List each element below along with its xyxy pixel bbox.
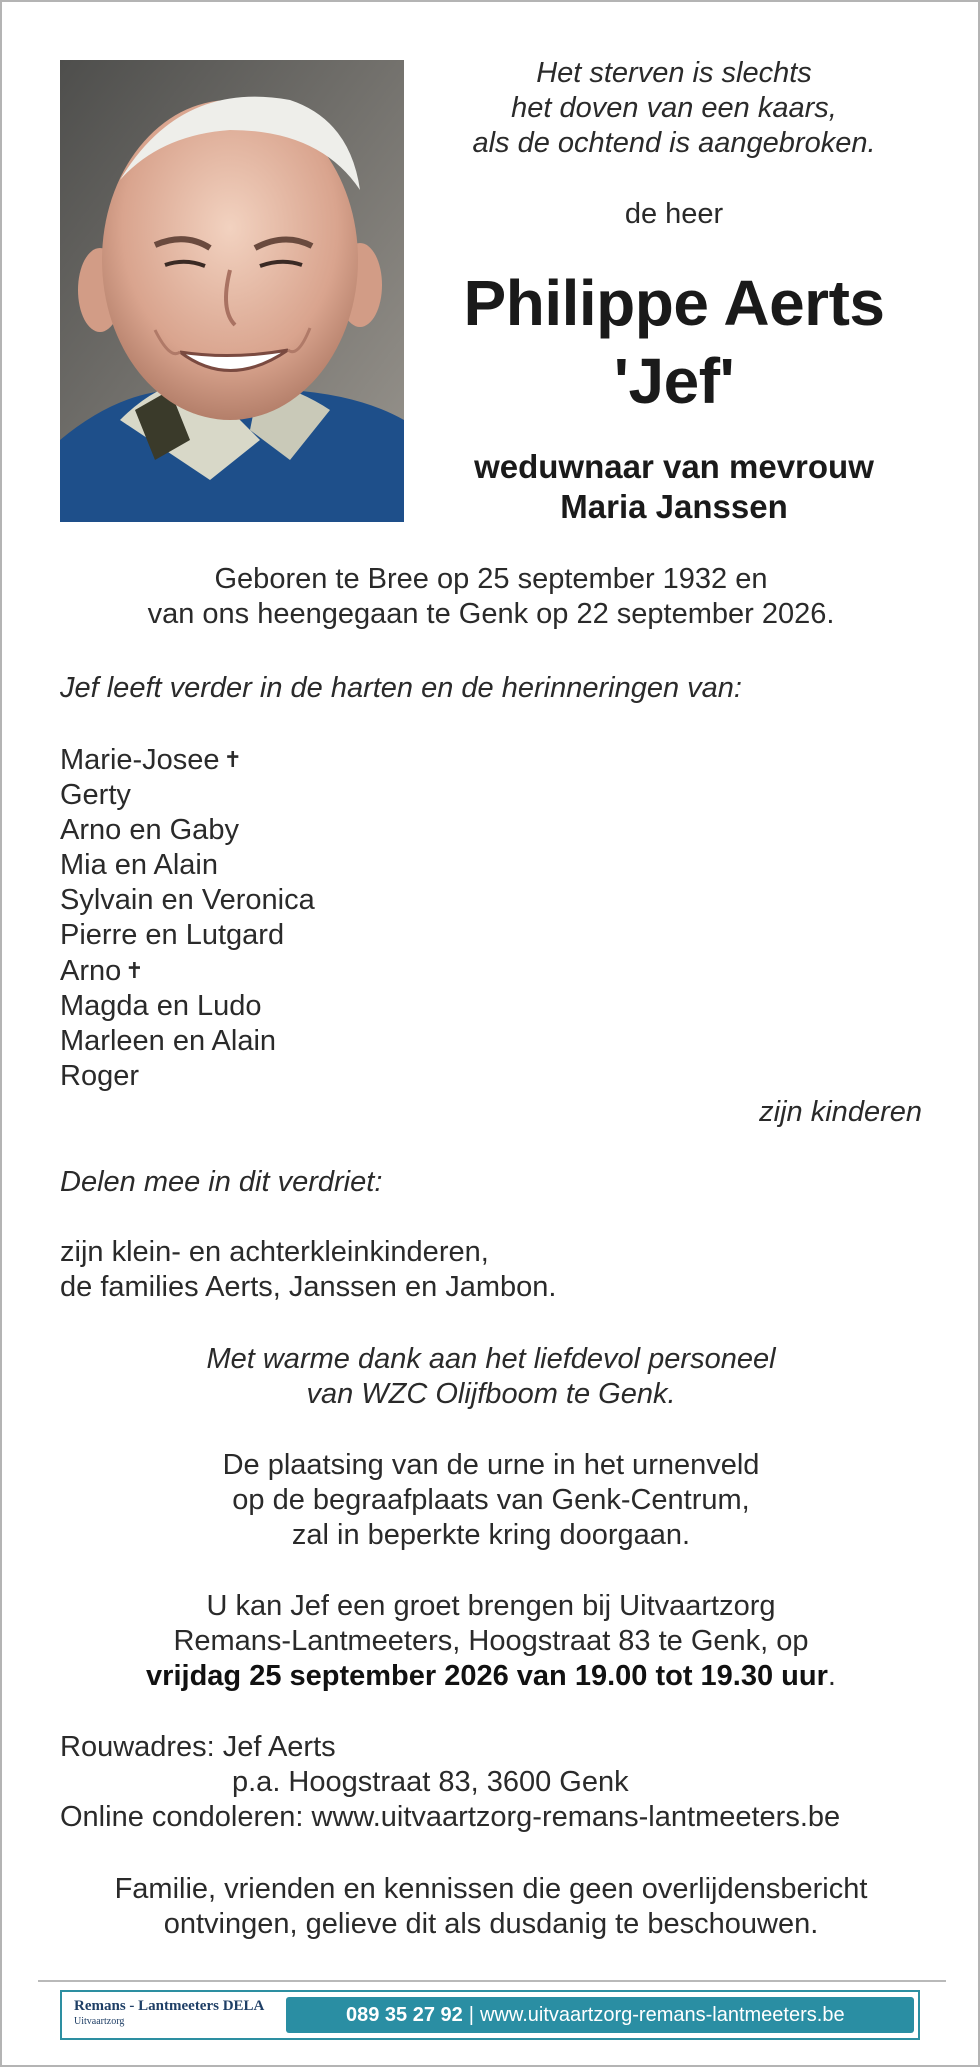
child-name: Roger — [60, 1060, 139, 1092]
share-intro: Delen mee in dit verdriet: — [60, 1166, 383, 1198]
funeral-home-logo — [74, 1998, 314, 2036]
portrait-photo — [60, 60, 404, 522]
list-item — [60, 778, 922, 813]
birth-death-info — [60, 562, 922, 632]
cross-icon: ✝ — [223, 747, 242, 772]
funeral-home-footer — [60, 1990, 920, 2040]
thanks-line: Met warme dank aan het liefdevol personeel — [206, 1343, 776, 1375]
website-link[interactable]: www.uitvaartzorg-remans-lantmeeters.be — [479, 2004, 845, 2026]
online-condolence[interactable]: Online condoleren: www.uitvaartzorg-remans-lantmeeters.be — [60, 1801, 841, 1833]
closing-note — [60, 1872, 922, 1942]
child-name: Gerty — [60, 779, 131, 811]
child-name: Arno en Gaby — [60, 814, 239, 846]
spouse-line: weduwnaar van mevrouw — [474, 448, 874, 485]
poem-line: als de ochtend is aangebroken. — [472, 127, 876, 159]
child-name: Pierre en Lutgard — [60, 919, 285, 951]
visit-line: Remans-Lantmeeters, Hoogstraat 83 te Genk, op — [173, 1625, 809, 1657]
spouse-name: Maria Janssen — [560, 488, 788, 525]
family-line: zijn klein- en achterkleinkinderen, — [60, 1236, 489, 1268]
urn-line: zal in beperkte kring doorgaan. — [291, 1519, 691, 1551]
thanks-note — [60, 1342, 922, 1412]
urn-line: op de begraafplaats van Genk-Centrum, — [232, 1484, 750, 1516]
children-label: zijn kinderen — [759, 1096, 922, 1128]
thanks-line: van WZC Olijfboom te Genk. — [306, 1378, 676, 1410]
deceased-full-name: Philippe Aerts — [463, 267, 885, 339]
list-item — [60, 953, 922, 989]
contact-separator: | — [468, 2004, 474, 2026]
list-item — [60, 918, 922, 953]
title-prefix: de heer — [624, 198, 724, 230]
poem — [432, 56, 916, 161]
urn-notice — [60, 1448, 922, 1553]
list-item — [60, 989, 922, 1024]
list-item — [60, 848, 922, 883]
deceased-name — [432, 264, 916, 420]
logo-main-text: Remans - Lantmeeters DELA — [74, 1998, 265, 2014]
logo-sub-text: Uitvaartzorg — [74, 2016, 125, 2027]
child-name: Marleen en Alain — [60, 1025, 277, 1057]
poem-line: het doven van een kaars, — [511, 92, 837, 124]
family-lines — [60, 1235, 922, 1305]
visit-line: U kan Jef een groet brengen bij Uitvaartzorg — [206, 1590, 776, 1622]
urn-line: De plaatsing van de urne in het urnenveld — [222, 1449, 760, 1481]
child-name: Magda en Ludo — [60, 990, 262, 1022]
death-line: van ons heengegaan te Genk op 22 september 2026. — [147, 598, 835, 630]
birth-line: Geboren te Bree op 25 september 1932 en — [214, 563, 768, 595]
mourning-address-label: Rouwadres: Jef Aerts — [60, 1731, 336, 1763]
contact-bar — [286, 1997, 914, 2033]
list-item — [60, 1024, 922, 1059]
visitation-info — [60, 1589, 922, 1694]
list-item — [60, 1059, 922, 1094]
list-item — [60, 883, 922, 918]
child-name: Mia en Alain — [60, 849, 218, 881]
poem-line: Het sterven is slechts — [536, 57, 812, 89]
child-name: Marie-Josee — [60, 744, 220, 776]
visit-datetime: vrijdag 25 september 2026 van 19.00 tot 19.30 uur — [146, 1660, 828, 1692]
closing-line: Familie, vrienden en kennissen die geen overlijdensbericht — [114, 1873, 868, 1905]
child-name: Sylvain en Veronica — [60, 884, 315, 916]
deceased-nickname: 'Jef' — [613, 345, 735, 417]
memory-intro: Jef leeft verder in de harten en de herinneringen van: — [60, 672, 742, 704]
child-name: Arno — [60, 955, 122, 987]
cross-icon: ✝ — [125, 958, 144, 983]
closing-line: ontvingen, gelieve dit als dusdanig te beschouwen. — [163, 1908, 819, 1940]
children-list — [60, 742, 922, 1094]
address-block — [60, 1730, 922, 1835]
visit-line: vrijdag 25 september 2026 van 19.00 tot 19.30 uur. — [146, 1660, 836, 1692]
spouse-info — [432, 447, 916, 527]
portrait-illustration — [60, 60, 404, 522]
list-item — [60, 742, 922, 778]
phone-number[interactable]: 089 35 27 92 — [346, 2004, 463, 2026]
family-line: de families Aerts, Janssen en Jambon. — [60, 1271, 557, 1303]
footer-divider — [38, 1980, 946, 1982]
mourning-address-line: p.a. Hoogstraat 83, 3600 Genk — [232, 1766, 629, 1798]
list-item — [60, 813, 922, 848]
